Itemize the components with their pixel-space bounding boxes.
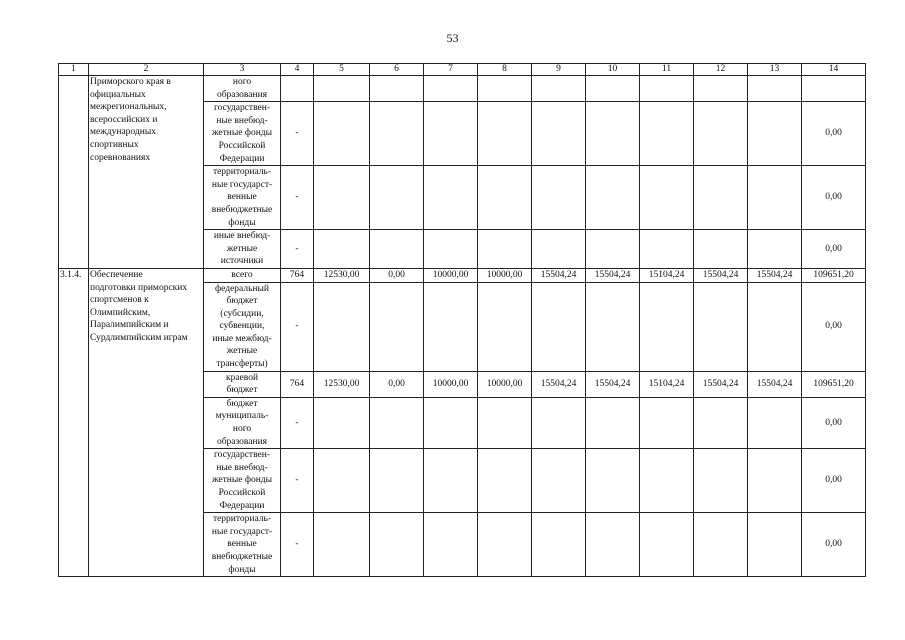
value-col-13 bbox=[748, 513, 802, 577]
item-description-line: соревнованиях bbox=[90, 152, 151, 163]
funding-source-line: ные государст- bbox=[211, 179, 273, 190]
value-col-12 bbox=[694, 282, 748, 371]
value-col-11 bbox=[640, 166, 694, 230]
funding-source-line: муниципаль- bbox=[215, 411, 269, 422]
funding-source-line: Федерации bbox=[219, 500, 265, 511]
funding-source-line: Российской bbox=[218, 488, 266, 498]
funding-source-cell bbox=[204, 282, 281, 371]
funding-source-line: фонды bbox=[228, 564, 256, 575]
value-col-14: 0,00 bbox=[802, 102, 866, 166]
value-col-4 bbox=[281, 76, 314, 102]
value-col-11 bbox=[640, 513, 694, 577]
funding-source-line: государствен- bbox=[214, 103, 270, 114]
funding-source-line: территориаль- bbox=[212, 514, 272, 525]
value-col-4: - bbox=[281, 102, 314, 166]
value-col-7 bbox=[424, 397, 478, 448]
value-col-14: 0,00 bbox=[802, 282, 866, 371]
value-col-4: 764 bbox=[281, 268, 314, 282]
funding-source-line: фонды bbox=[228, 217, 256, 228]
value-col-8 bbox=[478, 282, 532, 371]
value-col-8 bbox=[478, 449, 532, 513]
value-col-14: 0,00 bbox=[802, 166, 866, 230]
value-col-8: 10000,00 bbox=[478, 371, 532, 397]
continuation-row bbox=[59, 76, 866, 102]
funding-source-cell bbox=[204, 513, 281, 577]
value-col-10 bbox=[586, 513, 640, 577]
value-col-8 bbox=[478, 76, 532, 102]
value-col-14 bbox=[802, 76, 866, 102]
value-col-9 bbox=[532, 397, 586, 448]
value-col-9 bbox=[532, 76, 586, 102]
value-col-13: 15504,24 bbox=[748, 268, 802, 282]
value-col-10 bbox=[586, 102, 640, 166]
value-col-9 bbox=[532, 230, 586, 269]
value-col-8 bbox=[478, 230, 532, 269]
value-col-5 bbox=[314, 166, 370, 230]
value-col-6: 0,00 bbox=[370, 371, 424, 397]
value-col-8: 10000,00 bbox=[478, 268, 532, 282]
value-col-6 bbox=[370, 513, 424, 577]
value-col-11 bbox=[640, 102, 694, 166]
item-description-line: межрегиональных, bbox=[90, 102, 167, 113]
value-col-7 bbox=[424, 76, 478, 102]
funding-source-line: венные bbox=[227, 192, 257, 203]
funding-source-line: ные внебюд- bbox=[216, 462, 268, 473]
value-col-13 bbox=[748, 166, 802, 230]
column-number-1: 1 bbox=[59, 64, 89, 76]
value-col-5 bbox=[314, 449, 370, 513]
column-number-10: 10 bbox=[586, 64, 640, 76]
funding-source-line: иные межбюд- bbox=[212, 333, 272, 344]
value-col-4: - bbox=[281, 166, 314, 230]
value-col-11 bbox=[640, 230, 694, 269]
value-col-14: 109651,20 bbox=[802, 371, 866, 397]
value-col-13 bbox=[748, 397, 802, 448]
value-col-10 bbox=[586, 230, 640, 269]
value-col-6 bbox=[370, 230, 424, 269]
funding-source-line: жетные фонды bbox=[211, 128, 273, 139]
value-col-5 bbox=[314, 102, 370, 166]
value-col-9 bbox=[532, 102, 586, 166]
value-col-10: 15504,24 bbox=[586, 268, 640, 282]
column-number-3: 3 bbox=[204, 64, 281, 76]
value-col-6 bbox=[370, 282, 424, 371]
value-col-11 bbox=[640, 397, 694, 448]
funding-source-line: Федерации bbox=[219, 153, 265, 164]
value-col-7: 10000,00 bbox=[424, 268, 478, 282]
value-col-7 bbox=[424, 102, 478, 166]
value-col-11 bbox=[640, 76, 694, 102]
funding-source-line: всего bbox=[231, 269, 253, 280]
funding-source-cell bbox=[204, 268, 281, 282]
funding-source-cell bbox=[204, 371, 281, 397]
funding-source-line: государствен- bbox=[214, 450, 270, 461]
value-col-12: 15504,24 bbox=[694, 268, 748, 282]
funding-source-line: Российской bbox=[218, 140, 266, 151]
value-col-7 bbox=[424, 166, 478, 230]
funding-source-cell bbox=[204, 76, 281, 102]
value-col-13 bbox=[748, 449, 802, 513]
value-col-11: 15104,24 bbox=[640, 371, 694, 397]
value-col-5 bbox=[314, 76, 370, 102]
funding-source-line: бюджет bbox=[226, 296, 258, 307]
column-number-7: 7 bbox=[424, 64, 478, 76]
value-col-6 bbox=[370, 449, 424, 513]
item-description-cell bbox=[89, 76, 204, 269]
value-col-4: 764 bbox=[281, 371, 314, 397]
funding-source-line: жетные bbox=[226, 243, 258, 254]
value-col-12 bbox=[694, 449, 748, 513]
funding-source-line: субвенции, bbox=[219, 321, 265, 332]
item-description-line: Олимпийским, bbox=[90, 307, 151, 318]
funding-source-line: трансферты) bbox=[216, 359, 268, 370]
value-col-9 bbox=[532, 166, 586, 230]
funding-source-line: ные государст- bbox=[211, 526, 273, 537]
value-col-12 bbox=[694, 166, 748, 230]
funding-source-line: территориаль- bbox=[212, 167, 272, 178]
funding-source-line: (субсидии, bbox=[220, 308, 264, 319]
funding-source-line: ные внебюд- bbox=[216, 115, 268, 126]
column-number-13: 13 bbox=[748, 64, 802, 76]
value-col-8 bbox=[478, 397, 532, 448]
funding-source-line: жетные bbox=[226, 346, 258, 357]
item-description-line: спортсменов к bbox=[90, 295, 149, 306]
value-col-10 bbox=[586, 166, 640, 230]
value-col-11 bbox=[640, 282, 694, 371]
value-col-7 bbox=[424, 282, 478, 371]
funding-source-line: ного bbox=[232, 77, 252, 87]
value-col-14: 0,00 bbox=[802, 397, 866, 448]
value-col-12 bbox=[694, 513, 748, 577]
funding-source-line: образования bbox=[216, 89, 268, 100]
value-col-5 bbox=[314, 513, 370, 577]
column-number-5: 5 bbox=[314, 64, 370, 76]
value-col-12 bbox=[694, 76, 748, 102]
value-col-13: 15504,24 bbox=[748, 371, 802, 397]
value-col-8 bbox=[478, 513, 532, 577]
value-col-6: 0,00 bbox=[370, 268, 424, 282]
funding-source-line: венные bbox=[227, 539, 257, 550]
value-col-13 bbox=[748, 230, 802, 269]
item-row bbox=[59, 268, 866, 282]
item-description-cell bbox=[89, 268, 204, 576]
value-col-7 bbox=[424, 230, 478, 269]
value-col-10 bbox=[586, 397, 640, 448]
value-col-13 bbox=[748, 282, 802, 371]
page-number: 53 bbox=[446, 31, 459, 45]
item-description-line: официальных bbox=[90, 89, 146, 100]
column-number-6: 6 bbox=[370, 64, 424, 76]
funding-source-cell bbox=[204, 166, 281, 230]
item-description-line: Паралимпийским и bbox=[90, 320, 169, 331]
value-col-6 bbox=[370, 102, 424, 166]
value-col-6 bbox=[370, 166, 424, 230]
value-col-5: 12530,00 bbox=[314, 268, 370, 282]
value-col-12 bbox=[694, 397, 748, 448]
value-col-10: 15504,24 bbox=[586, 371, 640, 397]
column-number-14: 14 bbox=[802, 64, 866, 76]
value-col-4: - bbox=[281, 397, 314, 448]
value-col-4: - bbox=[281, 282, 314, 371]
item-number-cell: 3.1.4. bbox=[59, 268, 89, 576]
value-col-13 bbox=[748, 102, 802, 166]
item-description-line: Сурдлимпийским играм bbox=[90, 332, 188, 343]
item-number-cell bbox=[59, 76, 89, 269]
value-col-11: 15104,24 bbox=[640, 268, 694, 282]
value-col-9 bbox=[532, 282, 586, 371]
value-col-5: 12530,00 bbox=[314, 371, 370, 397]
value-col-10 bbox=[586, 282, 640, 371]
column-number-4: 4 bbox=[281, 64, 314, 76]
funding-source-line: федеральный bbox=[215, 283, 269, 294]
column-number-8: 8 bbox=[478, 64, 532, 76]
funding-source-line: краевой bbox=[225, 372, 259, 383]
value-col-14: 0,00 bbox=[802, 449, 866, 513]
value-col-4: - bbox=[281, 230, 314, 269]
item-description-line: международных bbox=[90, 127, 156, 138]
funding-source-line: источники bbox=[220, 256, 264, 267]
value-col-13 bbox=[748, 76, 802, 102]
value-col-9: 15504,24 bbox=[532, 268, 586, 282]
funding-source-cell bbox=[204, 230, 281, 269]
value-col-4: - bbox=[281, 513, 314, 577]
budget-table bbox=[58, 63, 866, 577]
value-col-5 bbox=[314, 230, 370, 269]
value-col-10 bbox=[586, 76, 640, 102]
value-col-8 bbox=[478, 166, 532, 230]
column-number-12: 12 bbox=[694, 64, 748, 76]
value-col-8 bbox=[478, 102, 532, 166]
value-col-6 bbox=[370, 76, 424, 102]
column-number-row bbox=[59, 64, 866, 76]
value-col-14: 0,00 bbox=[802, 513, 866, 577]
item-description-line: всероссийских и bbox=[90, 114, 158, 125]
value-col-5 bbox=[314, 282, 370, 371]
value-col-9 bbox=[532, 449, 586, 513]
value-col-9 bbox=[532, 513, 586, 577]
funding-source-cell bbox=[204, 449, 281, 513]
value-col-5 bbox=[314, 397, 370, 448]
funding-source-line: ного bbox=[232, 424, 252, 435]
item-description-line: подготовки приморских bbox=[90, 282, 188, 293]
column-number-2: 2 bbox=[89, 64, 204, 76]
value-col-12 bbox=[694, 230, 748, 269]
value-col-6 bbox=[370, 397, 424, 448]
value-col-14: 0,00 bbox=[802, 230, 866, 269]
value-col-14: 109651,20 bbox=[802, 268, 866, 282]
value-col-4: - bbox=[281, 449, 314, 513]
value-col-7 bbox=[424, 513, 478, 577]
funding-source-line: иные внебюд- bbox=[213, 231, 271, 242]
funding-source-line: жетные фонды bbox=[211, 475, 273, 486]
item-description-line: Обеспечение bbox=[90, 269, 143, 280]
funding-source-line: внебюджетные bbox=[211, 204, 273, 215]
funding-source-line: бюджет bbox=[226, 398, 258, 409]
item-description-line: спортивных bbox=[90, 139, 139, 150]
value-col-7: 10000,00 bbox=[424, 371, 478, 397]
funding-source-line: внебюджетные bbox=[211, 551, 273, 562]
funding-source-line: бюджет bbox=[226, 385, 258, 396]
funding-source-cell bbox=[204, 102, 281, 166]
value-col-12 bbox=[694, 102, 748, 166]
column-number-11: 11 bbox=[640, 64, 694, 76]
item-description-line: Приморского края в bbox=[90, 77, 171, 87]
funding-source-cell bbox=[204, 397, 281, 448]
column-number-9: 9 bbox=[532, 64, 586, 76]
value-col-12: 15504,24 bbox=[694, 371, 748, 397]
funding-source-line: образования bbox=[216, 436, 268, 447]
value-col-11 bbox=[640, 449, 694, 513]
value-col-9: 15504,24 bbox=[532, 371, 586, 397]
value-col-7 bbox=[424, 449, 478, 513]
value-col-10 bbox=[586, 449, 640, 513]
